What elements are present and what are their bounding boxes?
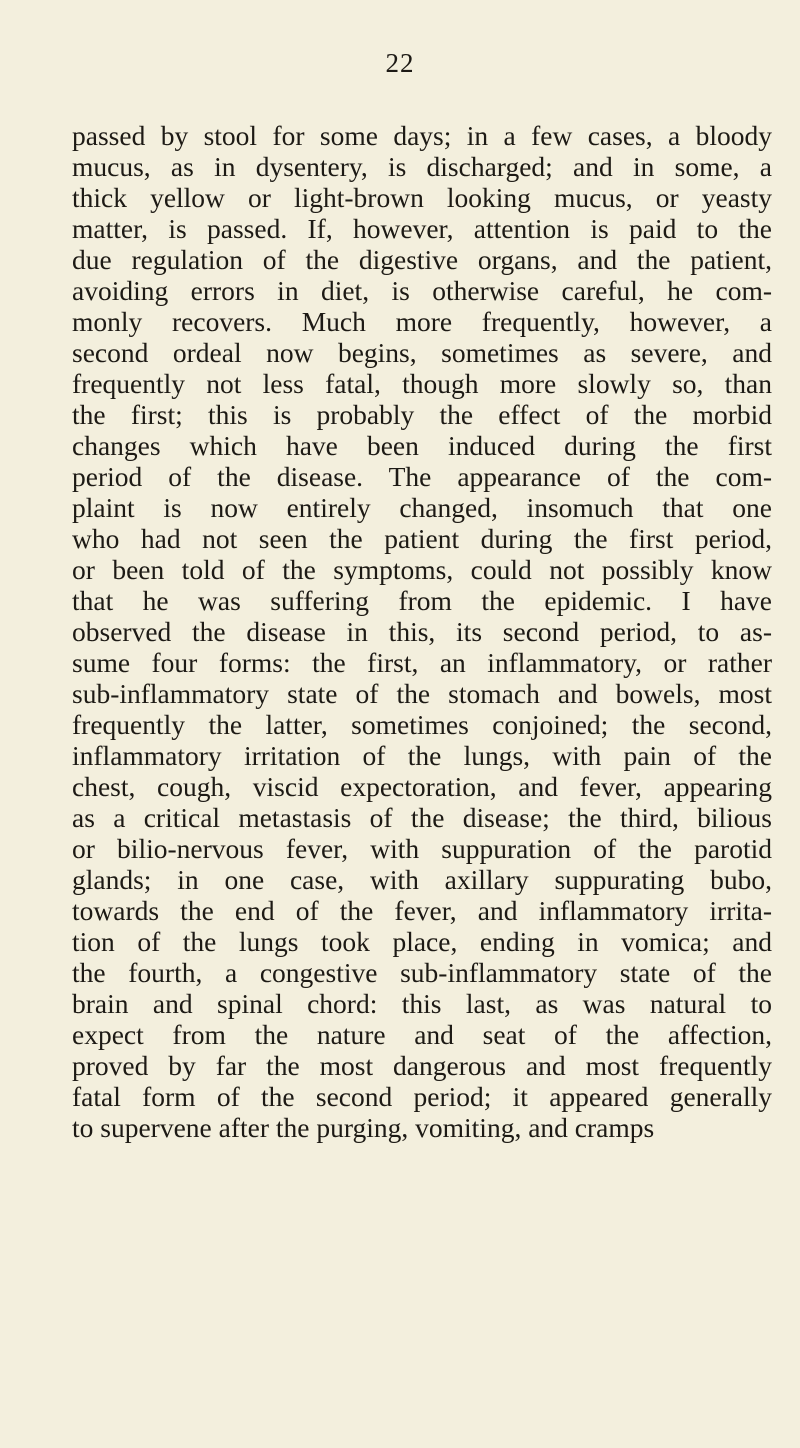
- text-line: brain and spinal chord: this last, as was natural to: [72, 988, 772, 1019]
- text-line: glands; in one case, with axillary suppurating bubo,: [72, 864, 772, 895]
- text-line: plaint is now entirely changed, insomuch that one: [72, 492, 772, 523]
- text-line: expect from the nature and seat of the affection,: [72, 1019, 772, 1050]
- text-line: monly recovers. Much more frequently, however, a: [72, 306, 772, 337]
- text-line: period of the disease. The appearance of the com-: [72, 461, 772, 492]
- text-line: that he was suffering from the epidemic. I have: [72, 585, 772, 616]
- text-line: second ordeal now begins, sometimes as severe, and: [72, 337, 772, 368]
- text-line: observed the disease in this, its second period, to as-: [72, 616, 772, 647]
- text-line: the first; this is probably the effect of the morbid: [72, 399, 772, 430]
- text-line: tion of the lungs took place, ending in vomica; and: [72, 926, 772, 957]
- text-line: proved by far the most dangerous and most frequently: [72, 1050, 772, 1081]
- text-line: or been told of the symptoms, could not possibly know: [72, 554, 772, 585]
- text-line: who had not seen the patient during the first period,: [72, 523, 772, 554]
- text-line: frequently not less fatal, though more slowly so, than: [72, 368, 772, 399]
- text-line: thick yellow or light-brown looking mucus, or yeasty: [72, 182, 772, 213]
- text-line: avoiding errors in diet, is otherwise careful, he com-: [72, 275, 772, 306]
- text-line: inflammatory irritation of the lungs, with pain of the: [72, 740, 772, 771]
- body-text: [72, 120, 772, 1143]
- text-line: sub-inflammatory state of the stomach and bowels, most: [72, 678, 772, 709]
- text-line: changes which have been induced during the first: [72, 430, 772, 461]
- text-line: mucus, as in dysentery, is discharged; and in some, a: [72, 151, 772, 182]
- text-line: sume four forms: the first, an inflammatory, or rather: [72, 647, 772, 678]
- text-line: fatal form of the second period; it appeared generally: [72, 1081, 772, 1112]
- text-line: passed by stool for some days; in a few cases, a bloody: [72, 120, 772, 151]
- text-line: matter, is passed. If, however, attention is paid to the: [72, 213, 772, 244]
- text-line: towards the end of the fever, and inflammatory irrita-: [72, 895, 772, 926]
- text-line: to supervene after the purging, vomiting, and cramps: [72, 1112, 655, 1143]
- text-line: frequently the latter, sometimes conjoined; the second,: [72, 709, 772, 740]
- text-line: due regulation of the digestive organs, and the patient,: [72, 244, 772, 275]
- text-line: or bilio-nervous fever, with suppuration of the parotid: [72, 833, 772, 864]
- text-line: the fourth, a congestive sub-inflammatory state of the: [72, 957, 772, 988]
- text-line: chest, cough, viscid expectoration, and fever, appearing: [72, 771, 772, 802]
- text-line: as a critical metastasis of the disease; the third, bilious: [72, 802, 772, 833]
- page-number: 22: [385, 48, 415, 78]
